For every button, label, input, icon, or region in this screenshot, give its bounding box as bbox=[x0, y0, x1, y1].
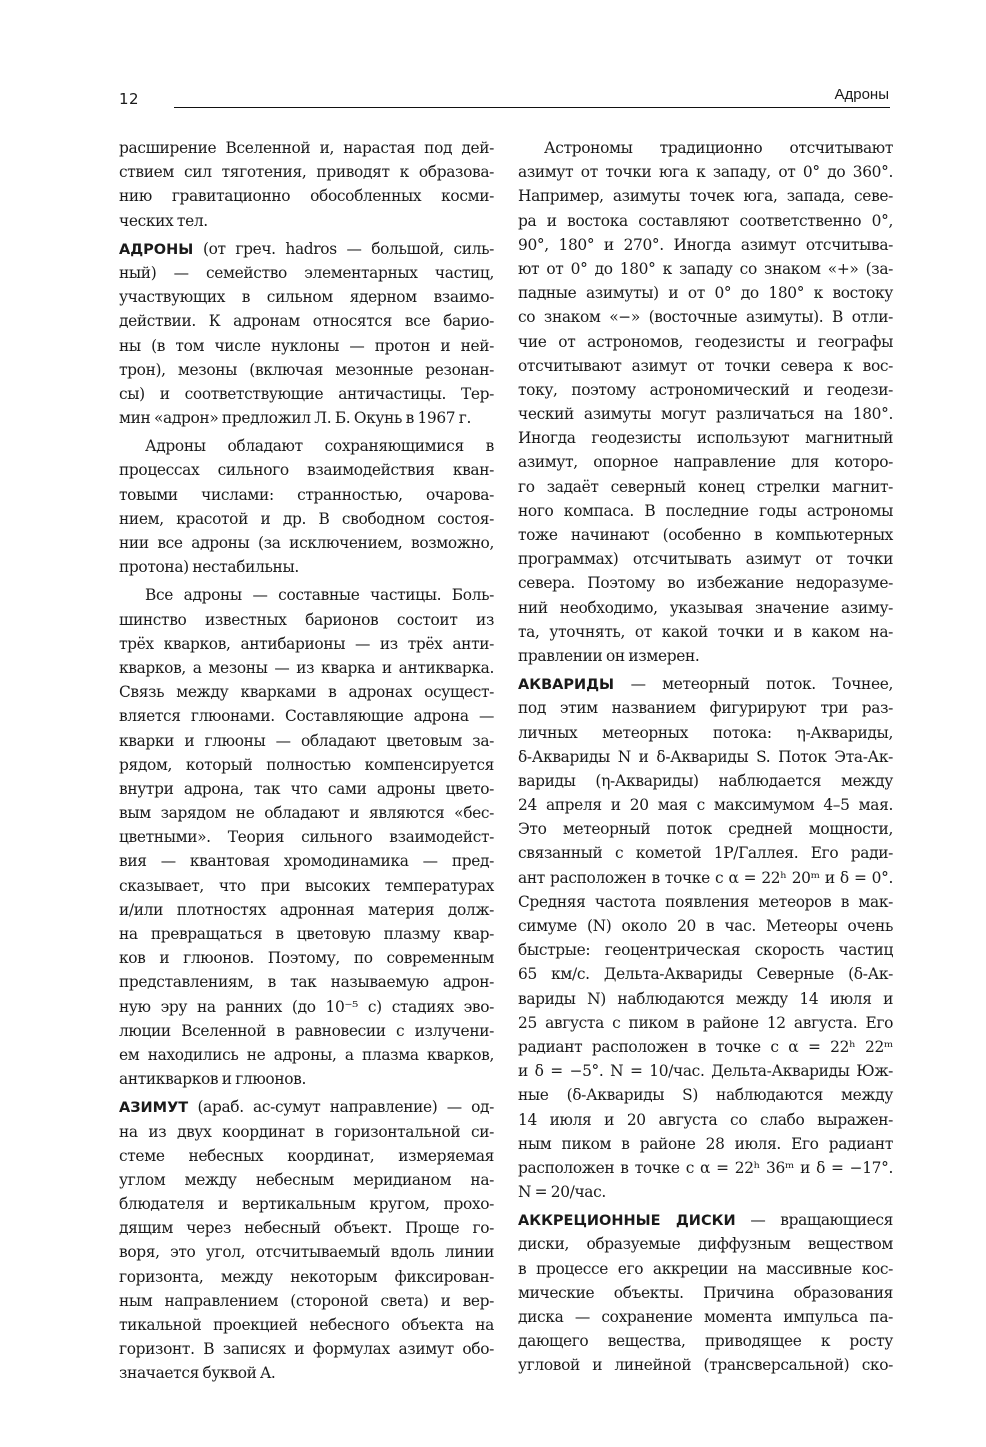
line-text: Иногда геодезисты используют магнитный bbox=[518, 429, 893, 448]
line-text: трёх кварков, антибарионы — из трёх анти- bbox=[119, 634, 494, 653]
line-text: на из двух координат в горизонтальной си- bbox=[119, 1122, 494, 1141]
line-text: мические объекты. Причина образования bbox=[518, 1283, 893, 1302]
text-line bbox=[518, 1156, 893, 1180]
text-line bbox=[518, 644, 893, 668]
line-text: падные азимуты) и от 0° до 180° к востоку bbox=[518, 284, 893, 303]
text-line bbox=[119, 309, 494, 333]
text-line bbox=[119, 608, 494, 632]
line-text: расположен в точке с α = 22ʰ 36ᵐ и δ = −17°. bbox=[518, 1158, 893, 1177]
text-line bbox=[119, 898, 494, 922]
text-line bbox=[518, 330, 893, 354]
text-line bbox=[518, 769, 893, 793]
text-line bbox=[518, 160, 893, 184]
entry-heading-line bbox=[518, 1208, 893, 1232]
page-number: 12 bbox=[119, 90, 140, 108]
text-line bbox=[518, 817, 893, 841]
line-text: Все адроны — составные частицы. Боль- bbox=[145, 586, 494, 605]
text-line bbox=[518, 1232, 893, 1256]
text-line bbox=[518, 209, 893, 233]
text-line bbox=[518, 426, 893, 450]
line-text: 14 июля и 20 августа со слабо выражен- bbox=[518, 1110, 893, 1129]
text-line bbox=[518, 1132, 893, 1156]
text-line bbox=[518, 475, 893, 499]
text-line bbox=[119, 825, 494, 849]
line-text: сказывает, что при высоких температурах bbox=[119, 876, 494, 895]
line-text: ческих тел. bbox=[119, 211, 208, 230]
text-line bbox=[518, 987, 893, 1011]
text-line bbox=[119, 849, 494, 873]
text-line bbox=[119, 1192, 494, 1216]
line-text: ного компаса. В последние годы астрономы bbox=[518, 501, 893, 520]
text-line bbox=[518, 1353, 893, 1377]
text-line bbox=[119, 507, 494, 531]
text-line bbox=[119, 434, 494, 458]
line-text: угловой и линейной (трансверсальной) ско- bbox=[518, 1356, 893, 1375]
text-line bbox=[119, 1240, 494, 1264]
right-column bbox=[518, 136, 893, 1378]
text-line bbox=[518, 571, 893, 595]
line-text: личных метеорных потока: η-Аквариды, bbox=[518, 723, 893, 742]
text-line bbox=[518, 914, 893, 938]
line-text: Связь между кварками в адронах осущест- bbox=[119, 683, 494, 702]
text-line bbox=[518, 1257, 893, 1281]
text-line bbox=[119, 777, 494, 801]
line-text: ным пиком в районе 28 июля. Его радиант bbox=[518, 1134, 893, 1153]
line-text: диска — сохранение момента импульса па- bbox=[518, 1308, 893, 1326]
line-text: та, уточнять, от какой точки и в каком на- bbox=[518, 622, 893, 641]
text-line bbox=[119, 406, 494, 430]
line-text: со знаком «−» (восточные азимуты). В отли- bbox=[518, 308, 893, 327]
text-line bbox=[518, 402, 893, 426]
text-line bbox=[119, 970, 494, 994]
line-text: Средняя частота появления метеоров в мак- bbox=[518, 892, 893, 911]
text-line bbox=[518, 696, 893, 720]
text-line bbox=[119, 136, 494, 160]
line-text: на превращаться в цветовую плазму квар- bbox=[119, 925, 494, 943]
line-text: ра и востока составляют соответственно 0°, bbox=[518, 211, 893, 230]
text-line bbox=[119, 1216, 494, 1240]
line-text: севера. Поэтому во избежание недоразуме- bbox=[518, 574, 893, 593]
text-line bbox=[518, 1011, 893, 1035]
line-text: шинство известных барионов состоит из bbox=[119, 610, 494, 629]
line-text: Например, азимуты точек юга, запада, севе- bbox=[518, 187, 893, 206]
text-line bbox=[119, 184, 494, 208]
text-line bbox=[119, 1144, 494, 1168]
text-line bbox=[119, 1168, 494, 1192]
line-text: ным направлением (стороной света) и вер- bbox=[119, 1291, 494, 1310]
line-text: блюдателя и вертикальным кругом, прохо- bbox=[119, 1195, 494, 1214]
text-line bbox=[518, 1108, 893, 1132]
text-line bbox=[518, 354, 893, 378]
text-line bbox=[119, 555, 494, 579]
line-text: ют от 0° до 180° к западу со знаком «+» (за- bbox=[518, 259, 893, 278]
line-text: — вращающиеся bbox=[735, 1211, 893, 1230]
line-text: — метеорный поток. Точнее, bbox=[614, 675, 893, 694]
text-line bbox=[119, 922, 494, 946]
line-text: диски, образуемые диффузным веществом bbox=[518, 1235, 893, 1254]
line-text: мин «адрон» предложил Л. Б. Окунь в 1967 г. bbox=[119, 409, 472, 428]
line-text: и δ = −5°. N = 10/час. Дельта-Аквариды Юж- bbox=[518, 1062, 893, 1081]
line-text: нию гравитационно обособленных косми- bbox=[119, 187, 494, 206]
text-line bbox=[119, 583, 494, 607]
text-line bbox=[119, 209, 494, 233]
text-line bbox=[518, 257, 893, 281]
line-text: под этим названием фигурируют три раз- bbox=[518, 699, 893, 718]
text-line bbox=[119, 1289, 494, 1313]
text-line bbox=[518, 745, 893, 769]
line-text: в процессе его аккреции на массивные кос- bbox=[518, 1259, 893, 1278]
line-text: программах) отсчитывать азимут от точки bbox=[518, 550, 893, 569]
line-text: азимут от точки юга к западу, от 0° до 360°. bbox=[518, 163, 893, 182]
line-text: го задаёт северный конец стрелки магнит- bbox=[518, 477, 893, 496]
text-line bbox=[119, 1337, 494, 1361]
entry-heading-line bbox=[119, 237, 494, 261]
line-text: вия — квантовая хромодинамика — пред- bbox=[119, 852, 494, 871]
entry-heading-line bbox=[119, 1095, 494, 1119]
line-text: симуме (N) около 20 в час. Метеоры очень bbox=[518, 917, 893, 935]
text-line bbox=[119, 753, 494, 777]
line-text: ны (в том числе нуклоны — протон и ней- bbox=[119, 336, 494, 355]
text-line bbox=[119, 483, 494, 507]
line-text: ческий азимуты могут различаться на 180°. bbox=[518, 405, 893, 424]
line-text: току, поэтому астрономический и геодези- bbox=[518, 380, 893, 399]
line-text: 25 августа с пиком в районе 12 августа. Его bbox=[518, 1013, 893, 1032]
text-line bbox=[518, 305, 893, 329]
text-line bbox=[119, 382, 494, 406]
line-text: ный) — семейство элементарных частиц, bbox=[119, 263, 494, 282]
text-line bbox=[518, 866, 893, 890]
text-line bbox=[518, 1059, 893, 1083]
text-line bbox=[518, 596, 893, 620]
left-column bbox=[119, 136, 494, 1386]
text-line bbox=[119, 946, 494, 970]
line-text: антикварков и глюонов. bbox=[119, 1070, 306, 1089]
text-line bbox=[119, 1043, 494, 1067]
line-text: радиант расположен в точке с α = 22ʰ 22ᵐ bbox=[518, 1037, 893, 1056]
line-text: азимут, опорное направление для которо- bbox=[518, 453, 893, 472]
text-line bbox=[119, 334, 494, 358]
text-line bbox=[518, 233, 893, 257]
text-line bbox=[119, 801, 494, 825]
header-rule bbox=[174, 107, 890, 108]
line-text: тикальной проекцией небесного объекта на bbox=[119, 1316, 494, 1334]
text-line bbox=[518, 620, 893, 644]
line-text: 65 км/с. Дельта-Аквариды Северные (δ-Ак- bbox=[518, 965, 893, 984]
entry-term: АЗИМУТ bbox=[119, 1100, 189, 1117]
text-line bbox=[518, 721, 893, 745]
text-line bbox=[518, 450, 893, 474]
text-line bbox=[119, 458, 494, 482]
text-line bbox=[119, 632, 494, 656]
line-text: связанный с кометой 1P/Галлея. Его ради- bbox=[518, 844, 893, 863]
line-text: вляется глюонами. Составляющие адрона — bbox=[119, 707, 494, 726]
line-text: тоже начинают (особенно в компьютерных bbox=[518, 526, 893, 544]
text-line bbox=[119, 160, 494, 184]
text-line bbox=[518, 136, 893, 160]
line-text: отсчитывают азимут от точки севера к вос- bbox=[518, 356, 893, 375]
text-line bbox=[518, 184, 893, 208]
text-line bbox=[518, 281, 893, 305]
text-line bbox=[518, 499, 893, 523]
text-line bbox=[119, 358, 494, 382]
line-text: и/или плотностях адронная материя долж- bbox=[119, 900, 494, 919]
line-text: представлениям, в так называемую адрон- bbox=[119, 973, 494, 992]
line-text: значается буквой A. bbox=[119, 1364, 276, 1383]
line-text: кварков, а мезоны — из кварка и антикварка. bbox=[119, 658, 494, 677]
text-line bbox=[119, 1313, 494, 1337]
line-text: вариды N) наблюдаются между 14 июля и bbox=[518, 989, 893, 1008]
line-text: Астрономы традиционно отсчитывают bbox=[544, 139, 893, 157]
line-text: Адроны обладают сохраняющимися в bbox=[145, 437, 494, 456]
line-text: (араб. ас-сумут направление) — од- bbox=[188, 1098, 494, 1117]
line-text: кварки и глюоны — обладают цветовым за- bbox=[119, 731, 494, 750]
text-line bbox=[518, 1281, 893, 1305]
text-line bbox=[518, 793, 893, 817]
line-text: 24 апреля и 20 мая с максимумом 4–5 мая. bbox=[518, 796, 893, 815]
line-text: Это метеорный поток средней мощности, bbox=[518, 820, 893, 839]
line-text: δ-Аквариды N и δ-Аквариды S. Поток Эта-Ак- bbox=[518, 747, 893, 766]
text-line bbox=[119, 680, 494, 704]
text-line bbox=[518, 378, 893, 402]
text-line bbox=[119, 1067, 494, 1091]
line-text: воря, это угол, отсчитываемый вдоль линии bbox=[119, 1243, 494, 1262]
line-text: расширение Вселенной и, нарастая под дей- bbox=[119, 139, 494, 157]
text-line bbox=[518, 547, 893, 571]
line-text: сы) и соответствующие античастицы. Тер- bbox=[119, 384, 494, 403]
text-line bbox=[518, 841, 893, 865]
line-text: горизонта, между некоторым фиксирован- bbox=[119, 1267, 494, 1286]
line-text: ную эру на ранних (до 10⁻⁵ с) стадиях эво- bbox=[119, 997, 494, 1016]
line-text: товыми числами: странностью, очарова- bbox=[119, 485, 494, 504]
line-text: ний необходимо, указывая значение азиму- bbox=[518, 598, 893, 617]
line-text: стеме небесных координат, измеряемая bbox=[119, 1146, 494, 1165]
text-line bbox=[518, 1329, 893, 1353]
text-line bbox=[119, 1361, 494, 1385]
line-text: N = 20/час. bbox=[518, 1183, 606, 1202]
line-text: трон), мезоны (включая мезонные резонан- bbox=[119, 360, 494, 379]
text-line bbox=[518, 1305, 893, 1329]
line-text: нием, красотой и др. В свободном состоя- bbox=[119, 509, 494, 528]
line-text: участвующих в сильном ядерном взаимо- bbox=[119, 288, 494, 307]
line-text: ные (δ-Аквариды S) наблюдаются между bbox=[518, 1086, 893, 1105]
text-line bbox=[119, 1120, 494, 1144]
text-line bbox=[119, 874, 494, 898]
text-line bbox=[119, 285, 494, 309]
text-line bbox=[119, 995, 494, 1019]
text-line bbox=[119, 531, 494, 555]
text-line bbox=[119, 729, 494, 753]
line-text: цветными». Теория сильного взаимодейст- bbox=[119, 828, 494, 847]
line-text: вым зарядом не обладают и являются «бес- bbox=[119, 804, 494, 823]
text-line bbox=[119, 1019, 494, 1043]
line-text: процессах сильного взаимодействия кван- bbox=[119, 461, 494, 480]
line-text: рядом, который полностью компенсируется bbox=[119, 755, 494, 774]
line-text: дающего вещества, приводящее к росту bbox=[518, 1332, 893, 1351]
line-text: чие от астрономов, геодезисты и географы bbox=[518, 332, 893, 351]
text-line bbox=[518, 1035, 893, 1059]
text-line bbox=[119, 1265, 494, 1289]
text-line bbox=[119, 656, 494, 680]
line-text: горизонт. В записях и формулах азимут обо- bbox=[119, 1340, 494, 1359]
text-line bbox=[518, 1180, 893, 1204]
entry-term: АКВАРИДЫ bbox=[518, 677, 615, 694]
line-text: дящим через небесный объект. Проще го- bbox=[119, 1219, 494, 1238]
line-text: быстрые: геоцентрическая скорость частиц bbox=[518, 941, 893, 960]
line-text: ков и глюонов. Поэтому, по современным bbox=[119, 949, 494, 968]
line-text: люции Вселенной в равновесии с излучени- bbox=[119, 1021, 494, 1040]
line-text: правлении он измерен. bbox=[518, 646, 700, 665]
entry-heading-line bbox=[518, 672, 893, 696]
entry-term: АККРЕЦИОННЫЕ ДИСКИ bbox=[518, 1213, 736, 1230]
text-line bbox=[518, 962, 893, 986]
text-line bbox=[518, 938, 893, 962]
text-line bbox=[119, 261, 494, 285]
line-text: ствием сил тяготения, приводят к образова- bbox=[119, 163, 494, 182]
text-line bbox=[518, 890, 893, 914]
running-head: Адроны bbox=[834, 86, 889, 103]
line-text: (от греч. hadros — большой, силь- bbox=[193, 239, 494, 258]
text-line bbox=[518, 1083, 893, 1107]
line-text: углом между небесным меридианом на- bbox=[119, 1170, 494, 1189]
line-text: протона) нестабильны. bbox=[119, 558, 299, 577]
entry-term: АДРОНЫ bbox=[119, 241, 194, 258]
line-text: 90°, 180° и 270°. Иногда азимут отсчитыва- bbox=[518, 235, 893, 254]
line-text: действии. К адронам относятся все барио- bbox=[119, 312, 494, 331]
text-line bbox=[518, 523, 893, 547]
line-text: ем находились не адроны, а плазма кварков, bbox=[119, 1045, 494, 1064]
line-text: нии все адроны (за исключением, возможно, bbox=[119, 534, 494, 552]
line-text: ант расположен в точке с α = 22ʰ 20ᵐ и δ = 0°. bbox=[518, 868, 893, 887]
line-text: внутри адрона, так что сами адроны цвето- bbox=[119, 779, 494, 798]
line-text: вариды (η-Аквариды) наблюдается между bbox=[518, 771, 893, 790]
text-line bbox=[119, 704, 494, 728]
